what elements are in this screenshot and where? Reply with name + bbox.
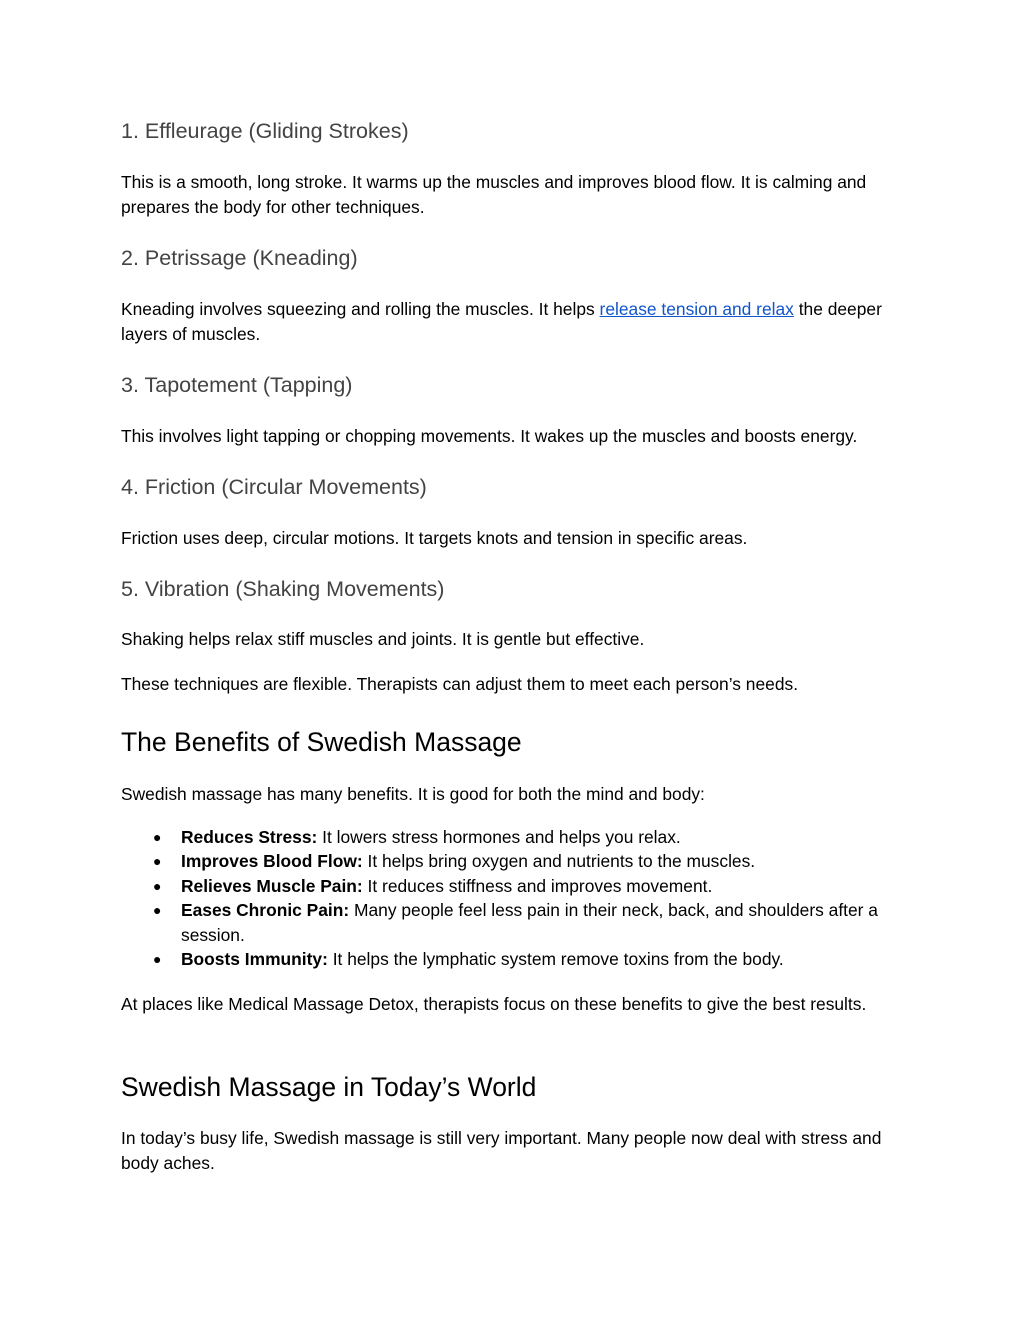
bullet-icon: ● xyxy=(153,853,162,870)
list-item xyxy=(121,898,911,947)
bullet-icon: ● xyxy=(153,829,162,845)
benefit-label: Reduces Stress: xyxy=(181,827,318,847)
benefit-label: Eases Chronic Pain: xyxy=(181,900,350,921)
section-heading-effleurage: 1. Effleurage (Gliding Strokes) xyxy=(121,119,409,143)
paragraph-text: the deeper layers of muscles. xyxy=(121,299,882,344)
list-item xyxy=(121,874,911,898)
paragraph-text: Kneading involves squeezing and rolling the muscles. It helps xyxy=(121,299,600,319)
bullet-icon: ● xyxy=(153,902,162,919)
benefit-text: It lowers stress hormones and helps you relax. xyxy=(317,827,681,847)
list-item xyxy=(121,947,911,971)
benefit-label: Improves Blood Flow: xyxy=(181,851,363,872)
bullet-icon: ● xyxy=(153,951,162,968)
paragraph-tapotement: This involves light tapping or chopping movements. It wakes up the muscles and boosts energy. xyxy=(121,426,858,446)
bullet-icon: ● xyxy=(153,877,162,894)
benefits-closing: At places like Medical Massage Detox, therapists focus on these benefits to give the best results. xyxy=(121,994,867,1014)
section-heading-vibration: 5. Vibration (Shaking Movements) xyxy=(121,577,445,601)
paragraph-petrissage xyxy=(121,297,911,346)
section-heading-petrissage: 2. Petrissage (Kneading) xyxy=(121,246,358,270)
today-paragraph: In today’s busy life, Swedish massage is still very important. Many people now deal with stress and body aches. xyxy=(121,1128,882,1173)
benefit-label: Relieves Muscle Pain: xyxy=(181,875,363,896)
today-heading: Swedish Massage in Today’s World xyxy=(121,1072,537,1102)
benefit-text: Many people feel less pain in their neck, back, and shoulders after a session. xyxy=(181,900,878,945)
paragraph-vibration: Shaking helps relax stiff muscles and joints. It is gentle but effective. xyxy=(121,629,645,649)
benefits-heading: The Benefits of Swedish Massage xyxy=(121,727,522,757)
benefit-text: It helps the lymphatic system remove toxins from the body. xyxy=(327,949,784,970)
list-item xyxy=(121,849,911,873)
section-heading-friction: 4. Friction (Circular Movements) xyxy=(121,475,427,499)
paragraph-friction: Friction uses deep, circular motions. It targets knots and tension in specific areas. xyxy=(121,528,748,548)
benefit-label: Boosts Immunity: xyxy=(181,949,328,970)
benefit-text: It reduces stiffness and improves movement. xyxy=(362,875,713,896)
section-heading-tapotement: 3. Tapotement (Tapping) xyxy=(121,373,353,397)
benefit-text: It helps bring oxygen and nutrients to the muscles. xyxy=(362,851,756,872)
benefits-list xyxy=(121,825,911,971)
benefits-intro: Swedish massage has many benefits. It is good for both the mind and body: xyxy=(121,784,705,804)
paragraph-flexible-note: These techniques are flexible. Therapists can adjust them to meet each person’s needs. xyxy=(121,674,799,694)
release-tension-link[interactable]: release tension and relax xyxy=(599,299,794,319)
list-item xyxy=(121,825,911,849)
paragraph-effleurage: This is a smooth, long stroke. It warms up the muscles and improves blood flow. It is calming and prepares the body for other techniques. xyxy=(121,172,867,217)
